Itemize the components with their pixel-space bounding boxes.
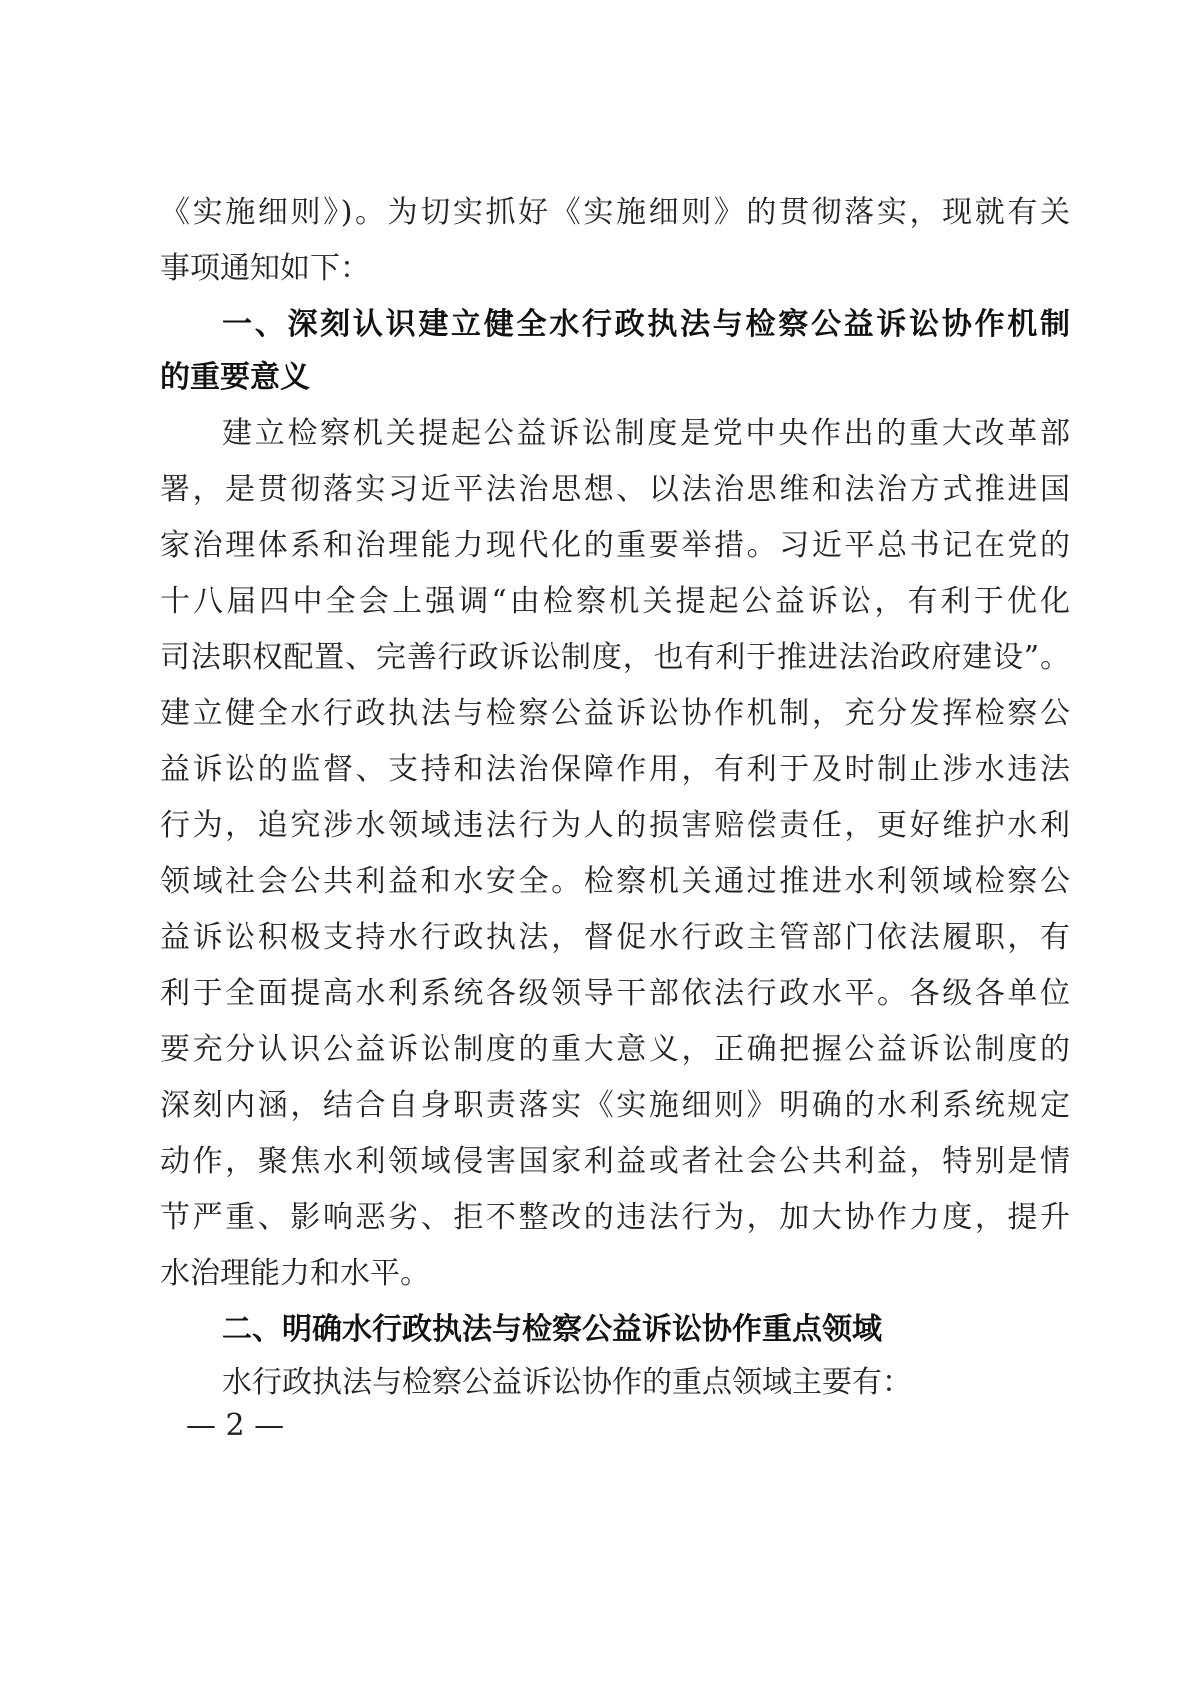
body-text-line: 行为，追究涉水领域违法行为人的损害赔偿责任，更好维护水利 — [160, 808, 1070, 843]
body-text-line: 要充分认识公益诉讼制度的重大意义，正确把握公益诉讼制度的 — [160, 1032, 1070, 1067]
body-text-line: 《实施细则》)。为切实抓好《实施细则》的贯彻落实，现就有关 — [160, 195, 1070, 230]
body-text-line: 益诉讼的监督、支持和法治保障作用，有利于及时制止涉水违法 — [160, 752, 1070, 787]
body-text-line: 署，是贯彻落实习近平法治思想、以法治思维和法治方式推进国 — [160, 472, 1070, 507]
body-text-line: 益诉讼积极支持水行政执法，督促水行政主管部门依法履职，有 — [160, 920, 1070, 955]
body-text-line: 司法职权配置、完善行政诉讼制度，也有利于推进法治政府建设”。 — [160, 640, 1070, 675]
body-text-line: 事项通知如下： — [160, 251, 370, 286]
body-text-line: 领域社会公共利益和水安全。检察机关通过推进水利领域检察公 — [160, 864, 1070, 899]
section-heading-line: 的重要意义 — [160, 360, 310, 395]
body-text-line: 水治理能力和水平。 — [160, 1256, 430, 1291]
section-heading-line: 一、深刻认识建立健全水行政执法与检察公益诉讼协作机制 — [222, 307, 1070, 342]
body-text-line: 建立检察机关提起公益诉讼制度是党中央作出的重大改革部 — [222, 416, 1070, 451]
body-text-line: 建立健全水行政执法与检察公益诉讼协作机制，充分发挥检察公 — [160, 696, 1070, 731]
body-text-line: 利于全面提高水利系统各级领导干部依法行政水平。各级各单位 — [160, 976, 1070, 1011]
page-number: — 2 — — [186, 1408, 285, 1443]
section-heading-line: 二、明确水行政执法与检察公益诉讼协作重点领域 — [222, 1312, 882, 1347]
body-text-line: 动作，聚焦水利领域侵害国家利益或者社会公共利益，特别是情 — [160, 1144, 1070, 1179]
body-text-line: 家治理体系和治理能力现代化的重要举措。习近平总书记在党的 — [160, 528, 1070, 563]
body-text-line: 水行政执法与检察公益诉讼协作的重点领域主要有： — [222, 1365, 912, 1400]
body-text-line: 深刻内涵，结合自身职责落实《实施细则》明确的水利系统规定 — [160, 1088, 1070, 1123]
body-text-line: 十八届四中全会上强调“由检察机关提起公益诉讼，有利于优化 — [160, 584, 1070, 619]
body-text-line: 节严重、影响恶劣、拒不整改的违法行为，加大协作力度，提升 — [160, 1200, 1070, 1235]
